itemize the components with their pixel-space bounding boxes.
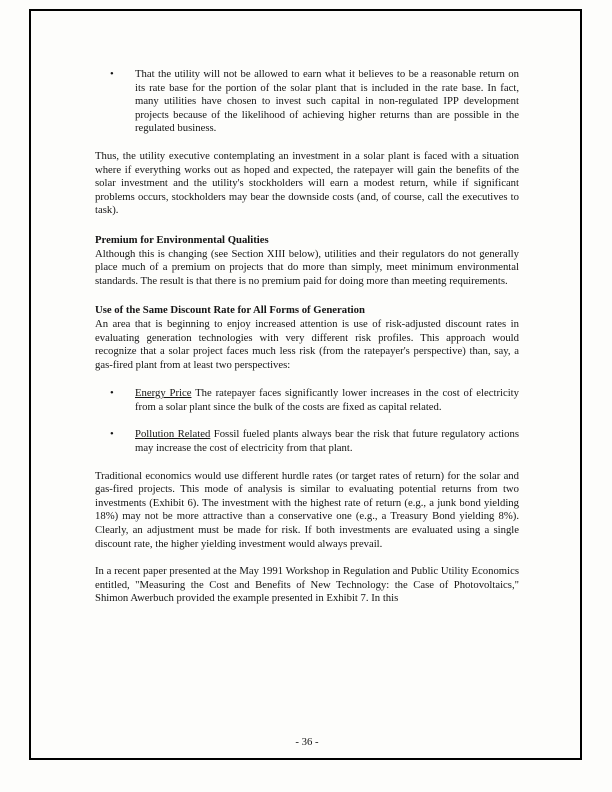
page-number: - 36 -	[295, 736, 319, 748]
bullet-item-utility-return	[95, 68, 519, 136]
bullet-lead-underlined: Pollution Related	[135, 428, 211, 441]
paragraph-environmental-qualities: Although this is changing (see Section XIII below), utilities and their regulators do not generally place much of a premium on projects that do more than simply, meet minimum environmental standards. The result is that there is no premium paid for doing more than meeting requirements.	[95, 247, 519, 287]
bullet-body: Fossil fueled plants always bear the risk that future regulatory actions may increase the cost of electricity from that plant.	[135, 428, 519, 455]
page-content	[95, 68, 519, 606]
bullet-item-pollution-related	[95, 428, 519, 455]
paragraph-traditional-economics: Traditional economics would use different hurdle rates (or target rates of return) for the solar and gas-fired projects. This mode of analysis is similar to evaluating potential returns from two investments (Exhibit 6). The investment with the highest rate of return (e.g., a junk bond yielding 18%) may not be more attractive than a conservative one (e.g., a Treasury Bond yielding 8%). Clearly, an adjustment must be made for risk. If both investments are evaluated using a single discount rate, the higher yielding investment would always prevail.	[95, 469, 519, 550]
bullet-body: The ratepayer faces significantly lower increases in the cost of electricity from a solar plant since the bulk of the costs are fixed as capital related.	[135, 387, 519, 413]
bullet-text: That the utility will not be allowed to earn what it believes to be a reasonable return on its rate base for the portion of the solar plant that is included in the rate base. In fact, many utilities have chosen to invest such capital in non-regulated IPP development projects because of the likelihood of achieving higher returns than are possible in the regulated business.	[135, 68, 519, 135]
bullet-marker: •	[110, 428, 114, 441]
paragraph-awerbuch-workshop: In a recent paper presented at the May 1991 Workshop in Regulation and Public Utility Economics entitled, "Measuring the Cost and Benefits of New Technology: the Case of Photovoltaics," Shimon Awerbuch provided the example presented in Exhibit 7. In this	[95, 565, 519, 605]
bullet-marker: •	[110, 387, 114, 400]
paragraph-utility-executive: Thus, the utility executive contemplating an investment in a solar plant is faced with a situation where if everything works out as hoped and expected, the ratepayer will gain the benefits of the solar investment and the utility's stockholders will earn a modest return, while if significant problems occurs, stockholders may bear the downside costs (and, of course, call the executives to task).	[95, 149, 519, 217]
bullet-item-energy-price	[95, 387, 519, 414]
paragraph-discount-rate-intro: An area that is beginning to enjoy increased attention is use of risk-adjusted discount rates in evaluating generation technologies with very different risk profiles. This approach would recognize that a solar project faces much less risk (from the ratepayer's perspective) than, say, a gas-fired plant from at least two perspectives:	[95, 317, 519, 371]
section-heading-discount-rate: Use of the Same Discount Rate for All Forms of Generation	[95, 304, 365, 317]
bullet-text	[135, 428, 519, 455]
bullet-lead-underlined: Energy Price	[135, 387, 192, 400]
section-heading-environmental-qualities: Premium for Environmental Qualities	[95, 233, 269, 246]
bullet-marker: •	[110, 68, 114, 80]
bullet-text	[135, 387, 519, 414]
